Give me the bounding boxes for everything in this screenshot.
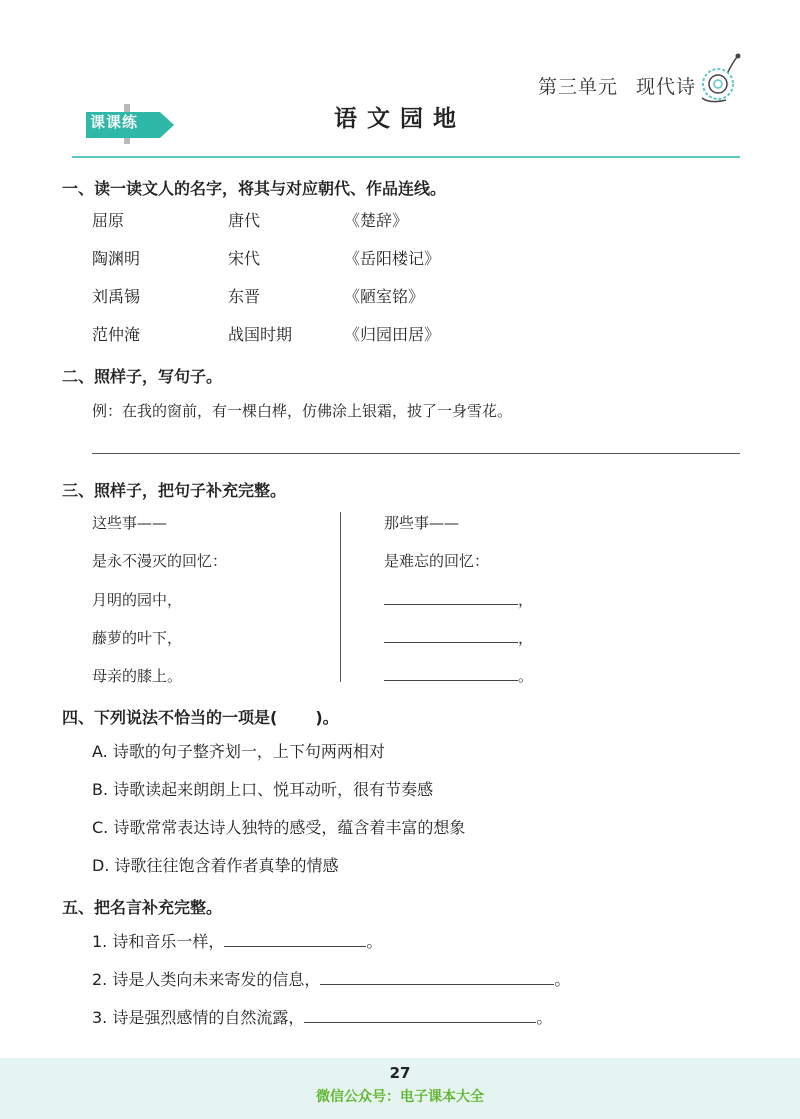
quote-item bbox=[92, 967, 570, 990]
wechat-account: 微信公众号：电子课本大全 bbox=[316, 1089, 484, 1105]
column-divider bbox=[340, 512, 341, 682]
right-line: 那些事—— bbox=[384, 514, 460, 532]
quote-item bbox=[92, 1005, 552, 1028]
fill-blank[interactable] bbox=[384, 666, 518, 681]
quote-item bbox=[92, 929, 382, 952]
quote-text: 2. 诗是人类向未来寄发的信息， bbox=[92, 970, 321, 989]
work-cell: 《楚辞》 bbox=[344, 211, 409, 230]
dynasty-cell: 东晋 bbox=[228, 287, 261, 306]
quote-end: 。 bbox=[536, 1008, 553, 1027]
dynasty-cell: 宋代 bbox=[228, 249, 261, 268]
option-c: C. 诗歌常常表达诗人独特的感受，蕴含着丰富的想象 bbox=[92, 818, 466, 837]
dynasty-cell: 唐代 bbox=[228, 211, 261, 230]
quote-text: 3. 诗是强烈感情的自然流露， bbox=[92, 1008, 305, 1027]
work-cell: 《陋室铭》 bbox=[344, 287, 425, 306]
left-line: 母亲的膝上。 bbox=[92, 667, 183, 685]
title-divider bbox=[72, 156, 740, 158]
quote-end: 。 bbox=[366, 932, 383, 951]
option-a: A. 诗歌的句子整齐划一，上下句两两相对 bbox=[92, 742, 385, 761]
unit-label bbox=[538, 72, 696, 99]
exercise-badge-label: 课课练 bbox=[90, 113, 139, 131]
left-line: 这些事—— bbox=[92, 514, 168, 532]
answer-line[interactable] bbox=[92, 453, 740, 454]
quote-end: 。 bbox=[554, 970, 571, 989]
author-cell: 范仲淹 bbox=[92, 325, 141, 344]
section-5-heading: 五、把名言补充完整。 bbox=[62, 898, 223, 917]
unit-name: 第三单元 bbox=[538, 76, 619, 98]
left-line: 是永不漫灭的回忆： bbox=[92, 552, 228, 570]
option-d: D. 诗歌往往饱含着作者真挚的情感 bbox=[92, 856, 339, 875]
page-title: 语文园地 bbox=[334, 105, 466, 132]
option-b: B. 诗歌读起来朗朗上口、悦耳动听，很有节奏感 bbox=[92, 780, 434, 799]
fill-blank[interactable] bbox=[384, 628, 518, 643]
section-1-heading: 一、读一读文人的名字，将其与对应朝代、作品连线。 bbox=[62, 179, 447, 198]
fill-punct: 。 bbox=[518, 667, 534, 685]
work-cell: 《归园田居》 bbox=[344, 325, 441, 344]
quote-text: 1. 诗和音乐一样， bbox=[92, 932, 225, 951]
fill-blank[interactable] bbox=[224, 932, 366, 947]
right-fill-row bbox=[384, 589, 533, 610]
section-3-heading: 三、照样子，把句子补充完整。 bbox=[62, 481, 287, 500]
author-cell: 陶渊明 bbox=[92, 249, 141, 268]
chapter-name: 现代诗 bbox=[636, 76, 697, 98]
section-2-heading: 二、照样子，写句子。 bbox=[62, 367, 223, 386]
right-line: 是难忘的回忆： bbox=[384, 552, 490, 570]
fill-punct: ， bbox=[518, 629, 534, 647]
right-fill-row bbox=[384, 665, 533, 686]
heading-text: 四、下列说法不恰当的一项是( bbox=[62, 708, 278, 727]
example-sentence: 例：在我的窗前，有一棵白桦，仿佛涂上银霜，披了一身雪花。 bbox=[92, 402, 513, 420]
fill-blank[interactable] bbox=[304, 1008, 536, 1023]
section-4-heading bbox=[62, 705, 339, 728]
heading-end: )。 bbox=[315, 708, 339, 727]
author-cell: 屈原 bbox=[92, 211, 125, 230]
fill-blank[interactable] bbox=[384, 590, 518, 605]
dynasty-cell: 战国时期 bbox=[228, 325, 293, 344]
left-line: 月明的园中， bbox=[92, 591, 183, 609]
fill-punct: ， bbox=[518, 591, 534, 609]
fill-blank[interactable] bbox=[320, 970, 554, 985]
left-line: 藤萝的叶下， bbox=[92, 629, 183, 647]
author-cell: 刘禹锡 bbox=[92, 287, 141, 306]
right-fill-row bbox=[384, 627, 533, 648]
page-number: 27 bbox=[389, 1064, 411, 1082]
work-cell: 《岳阳楼记》 bbox=[344, 249, 441, 268]
